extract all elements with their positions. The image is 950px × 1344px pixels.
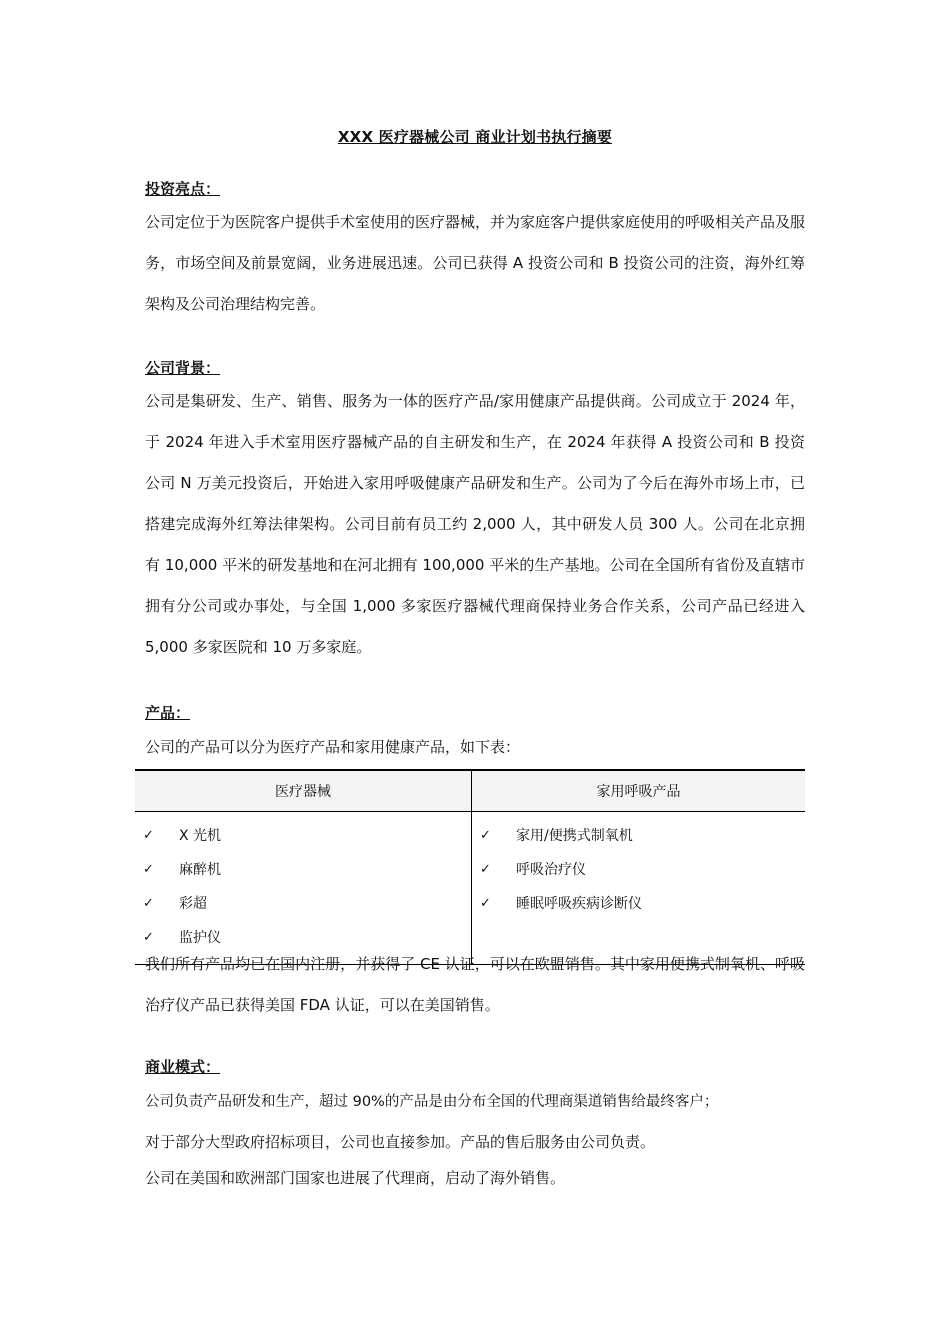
check-icon: ✓ [143, 861, 154, 877]
list-item: ✓ 麻醉机 [135, 852, 471, 886]
paragraph-highlights: 公司定位于为医院客户提供手术室使用的医疗器械，并为家庭客户提供家庭使用的呼吸相关产品及服务，市场空间及前景宽阔，业务进展迅速。公司已获得 A 投资公司和 B 投资公司的注资，海外红筹架构及公司治理结构完善。 [145, 213, 806, 313]
business-model-line-1: 公司负责产品研发和生产，超过 90%的产品是由分布全国的代理商渠道销售给最终客户； [145, 1094, 719, 1110]
check-icon: ✓ [143, 929, 154, 945]
list-item: ✓ 家用/便携式制氧机 [472, 818, 805, 852]
list-item: ✓ 睡眠呼吸疾病诊断仪 [472, 886, 805, 920]
heading-products: 产品： [145, 704, 191, 722]
products-intro: 公司的产品可以分为医疗产品和家用健康产品，如下表： [145, 738, 521, 756]
check-icon: ✓ [480, 827, 491, 843]
heading-business-model: 商业模式： [145, 1058, 221, 1076]
list-item: ✓ 呼吸治疗仪 [472, 852, 805, 886]
medical-items-cell [135, 812, 472, 965]
business-model-line-3: 公司在美国和欧洲部门国家也进展了代理商，启动了海外销售。 [145, 1169, 566, 1187]
check-icon: ✓ [143, 895, 154, 911]
heading-background: 公司背景： [145, 359, 221, 377]
business-model-line-2: 对于部分大型政府招标项目，公司也直接参加。产品的售后服务由公司负责。 [145, 1133, 656, 1151]
list-item: ✓ X 光机 [135, 818, 471, 852]
table-header-medical: 医疗器械 [135, 770, 472, 812]
paragraph-background: 公司是集研发、生产、销售、服务为一体的医疗产品/家用健康产品提供商。公司成立于 2024 年，于 2024 年进入手术室用医疗器械产品的自主研发和生产，在 2024 年获得 A 投资公司和 B 投资公司 N 万美元投资后，开始进入家用呼吸健康产品研发和生产。公司为了今后在海外市场上市，已搭建完成海外红筹法律架构。公司目前有员工约 2,000 人，其中研发人员 300 人。公司在北京拥有 10,000 平米的研发基地和在河北拥有 100,000 平米的生产基地。公司在全国所有省份及直辖市拥有分公司或办事处，与全国 1,000 多家医疗器械代理商保持业务合作关系，公司产品已经进入 5,000 多家医院和 10 万多家庭。 [145, 392, 805, 656]
check-icon: ✓ [480, 895, 491, 911]
home-items-cell [472, 812, 806, 965]
list-item: ✓ 彩超 [135, 886, 471, 920]
products-table [135, 769, 805, 965]
table-header-home-respiratory: 家用呼吸产品 [472, 770, 806, 812]
check-icon: ✓ [143, 827, 154, 843]
check-icon: ✓ [480, 861, 491, 877]
list-item: ✓ 监护仪 [135, 920, 471, 954]
paragraph-certification: 我们所有产品均已在国内注册，并获得了 CE 认证，可以在欧盟销售。其中家用便携式制氧机、呼吸治疗仪产品已获得美国 FDA 认证，可以在美国销售。 [145, 955, 805, 1014]
heading-highlights: 投资亮点： [145, 180, 221, 198]
document-title: XXX 医疗器械公司 商业计划书执行摘要 [337, 128, 613, 146]
